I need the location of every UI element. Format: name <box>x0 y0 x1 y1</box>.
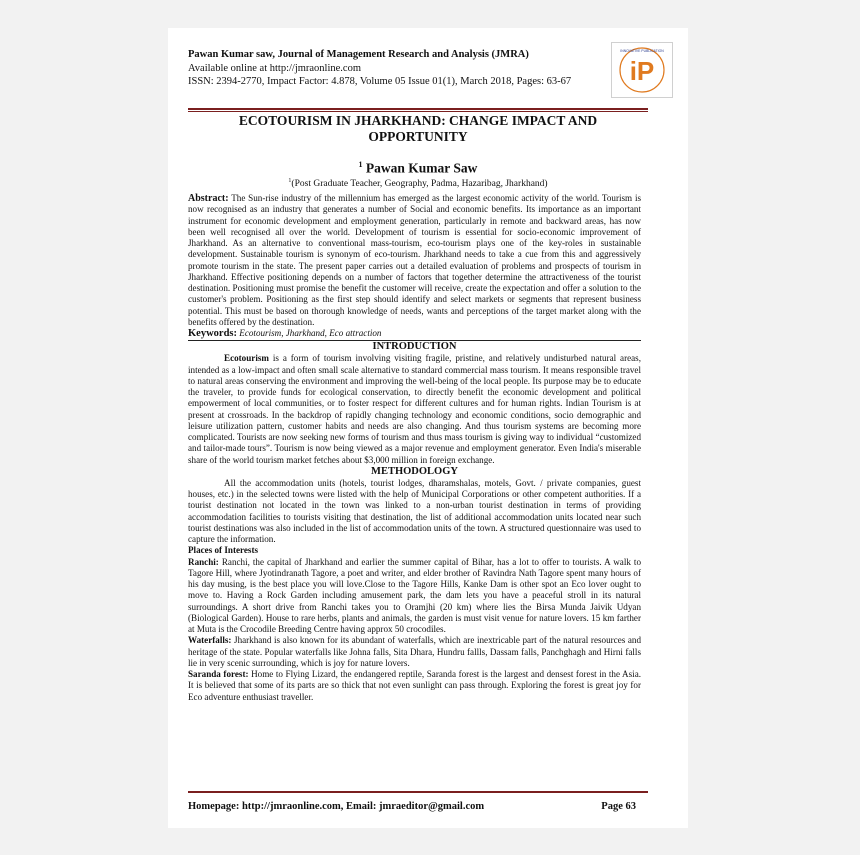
abstract-paragraph <box>188 193 641 328</box>
page-footer <box>188 801 648 812</box>
paper-title-line1: ECOTOURISM IN JHARKHAND: CHANGE IMPACT AND <box>238 113 598 128</box>
keywords-paragraph <box>188 328 641 339</box>
affiliation-superscript: 1 <box>288 178 292 184</box>
footer-rule <box>188 791 648 793</box>
journal-availability: Available online at http://jmraonline.com <box>188 62 362 74</box>
logo-letters: iP <box>629 56 655 86</box>
introduction-text: is a form of tourism involving visiting fragile, pristine, and relatively undisturbed natural areas, intended as a low-impact and often small scale alternative to standard commercial mass tourism. It means responsible travel to natural areas conserving the environment and improving the well-being of the local people. Its purpose may be to educate the traveler, to provide funds for ecological conservation, to directly benefit the economic development and political empowerment of local communities, or to foster respect for different cultures and for human rights. Indian Tourism is at present at crossroads. In the backdrop of rapidly changing technology and economic conditions, socio demographic and leisure utilization pattern, customer habits and needs are also changing. And thus tourism systems are becoming more complicated. Tourists are now seeking new forms of tourism and thus mass tourism is giving way to individual “customized and tailor-made tours”. Tourism is now being viewed as a major revenue and employment generator. Even India's miserable share of the world tourism market fetches about $3,000 million in foreign exchange. <box>188 353 641 465</box>
logo-ring-text: INNOVATIVE PUBLICATION <box>620 49 664 53</box>
publisher-logo-icon <box>612 43 672 97</box>
abstract-text: The Sun-rise industry of the millennium has emerged as the largest economic activity of the world. Tourism is now recognised as an industry that generates a number of Social and economic benefits. Its importance as an important instrument for economic development and employment generation, particularly in remote and backward areas, has now been well recognised all over the world. Development of tourism is essential for socio-economic improvement of Jharkhand. As an alternative to conventional mass-tourism, eco-tourism plays one of the key-roles in sustainable development. Sustainable tourism is synonym of eco-tourism. Jharkhand needs to take a cue from this and aggressively promote tourism in the state. The present paper carries out a detailed evaluation of problems and prospects of tourism in Jharkhand. Effective positioning depends on a number of factors that together determine the attractiveness of the tourist destination. Positioning must promise the benefit the customer will receive, create the expectation and offer a solution to the customer's problem. Positioning as the first step should identify and select markets or segments that represent business potential. This must be based on thorough knowledge of needs, wants and perceptions of the target market along with the benefits offered by the destination. <box>188 193 642 327</box>
introduction-lead: Ecotourism <box>224 353 269 364</box>
paper-body <box>188 193 641 703</box>
saranda-text: Home to Flying Lizard, the endangered reptile, Saranda forest is the largest and densest forest in the Asia. It is believed that some of its parts are so thick that not even sunlight can pass through. Exploring the forest is great joy for Eco adventure enthusiast traveller. <box>188 669 642 702</box>
methodology-heading: METHODOLOGY <box>371 465 458 477</box>
ranchi-label: Ranchi: <box>188 556 219 567</box>
methodology-paragraph: All the accommodation units (hotels, tourist lodges, dharamshalas, motels, Govt. / private companies, guest houses, etc.) in the selected towns were listed with the help of Municipal Corporations or other competent authorities. If a tourist destination not located in the town was linked to a non-urban tourist destination in terms of providing accommodation facilities to tourists visiting that destination, the list of additional accommodation units located near such tourist destinations was also included in the list of accommodation units of the town. A structured questionnaire was used to capture the information. <box>188 477 641 544</box>
paper-title-line2: OPPORTUNITY <box>368 129 468 144</box>
ranchi-text: Ranchi, the capital of Jharkhand and earlier the summer capital of Bihar, has a lot to offer to tourists. A walk to Tagore Hill, where Jyotindranath Tagore, a poet and writer, and elder brother of Ravindra Nath Tagore spent many hours of his day musing, is the best place you will love.Close to the Tagore Hills, Kanke Dam is other spot an Eco lover ought to move to. Having a Rock Garden including amusement park, the dam lets you have a peaceful stroll in its natural surroundings. A short drive from Ranchi takes you to Oramjhi (20 km) where lies the Birsa Munda Jaivik Udyan (Biological Garden). House to rare herbs, plants and animals, the garden is must visit venue for nature lovers. 15 km farther at Muta is the Crocodile Breeding Centre having approx 50 crocodiles. <box>188 556 641 634</box>
journal-header <box>188 48 608 89</box>
journal-page <box>168 28 688 828</box>
header-rule <box>188 108 648 110</box>
waterfalls-paragraph <box>188 635 641 669</box>
introduction-paragraph <box>188 353 641 466</box>
waterfalls-label: Waterfalls: <box>188 635 232 646</box>
author-name-text: Pawan Kumar Saw <box>365 160 478 176</box>
introduction-heading: INTRODUCTION <box>188 340 641 353</box>
abstract-label: Abstract: <box>188 193 229 204</box>
journal-citation: Pawan Kumar saw, Journal of Management Research and Analysis (JMRA) <box>188 49 529 60</box>
footer-homepage: Homepage: http://jmraonline.com, Email: jmraeditor@gmail.com <box>188 801 485 812</box>
author-superscript: 1 <box>358 160 363 169</box>
affiliation-text: (Post Graduate Teacher, Geography, Padma, Hazaribag, Jharkhand) <box>291 179 548 190</box>
author-name <box>188 160 648 177</box>
waterfalls-text: Jharkhand is also known for its abundant of waterfalls, which are inextricable part of the natural resources and heritage of the state. Popular waterfalls like Johna falls, Sita Dhara, Hundru fallls, Dassam falls, Panchghagh and Hirni falls lie in very scenic surrounding, which is joy for nature lovers. <box>188 635 641 668</box>
keywords-value: Ecotourism, Jharkhand, Eco attraction <box>239 328 382 338</box>
author-affiliation <box>188 178 648 189</box>
ranchi-paragraph <box>188 557 641 636</box>
places-heading: Places of Interests <box>188 545 259 556</box>
journal-issn: ISSN: 2394-2770, Impact Factor: 4.878, Volume 05 Issue 01(1), March 2018, Pages: 63-67 <box>188 76 572 87</box>
page-number: Page 63 <box>601 801 636 812</box>
keywords-label: Keywords: <box>188 328 237 339</box>
header-rule-thin <box>188 111 648 112</box>
saranda-label: Saranda forest: <box>188 669 249 679</box>
paper-title <box>188 113 648 145</box>
saranda-paragraph <box>188 669 641 703</box>
publisher-logo <box>611 42 673 98</box>
